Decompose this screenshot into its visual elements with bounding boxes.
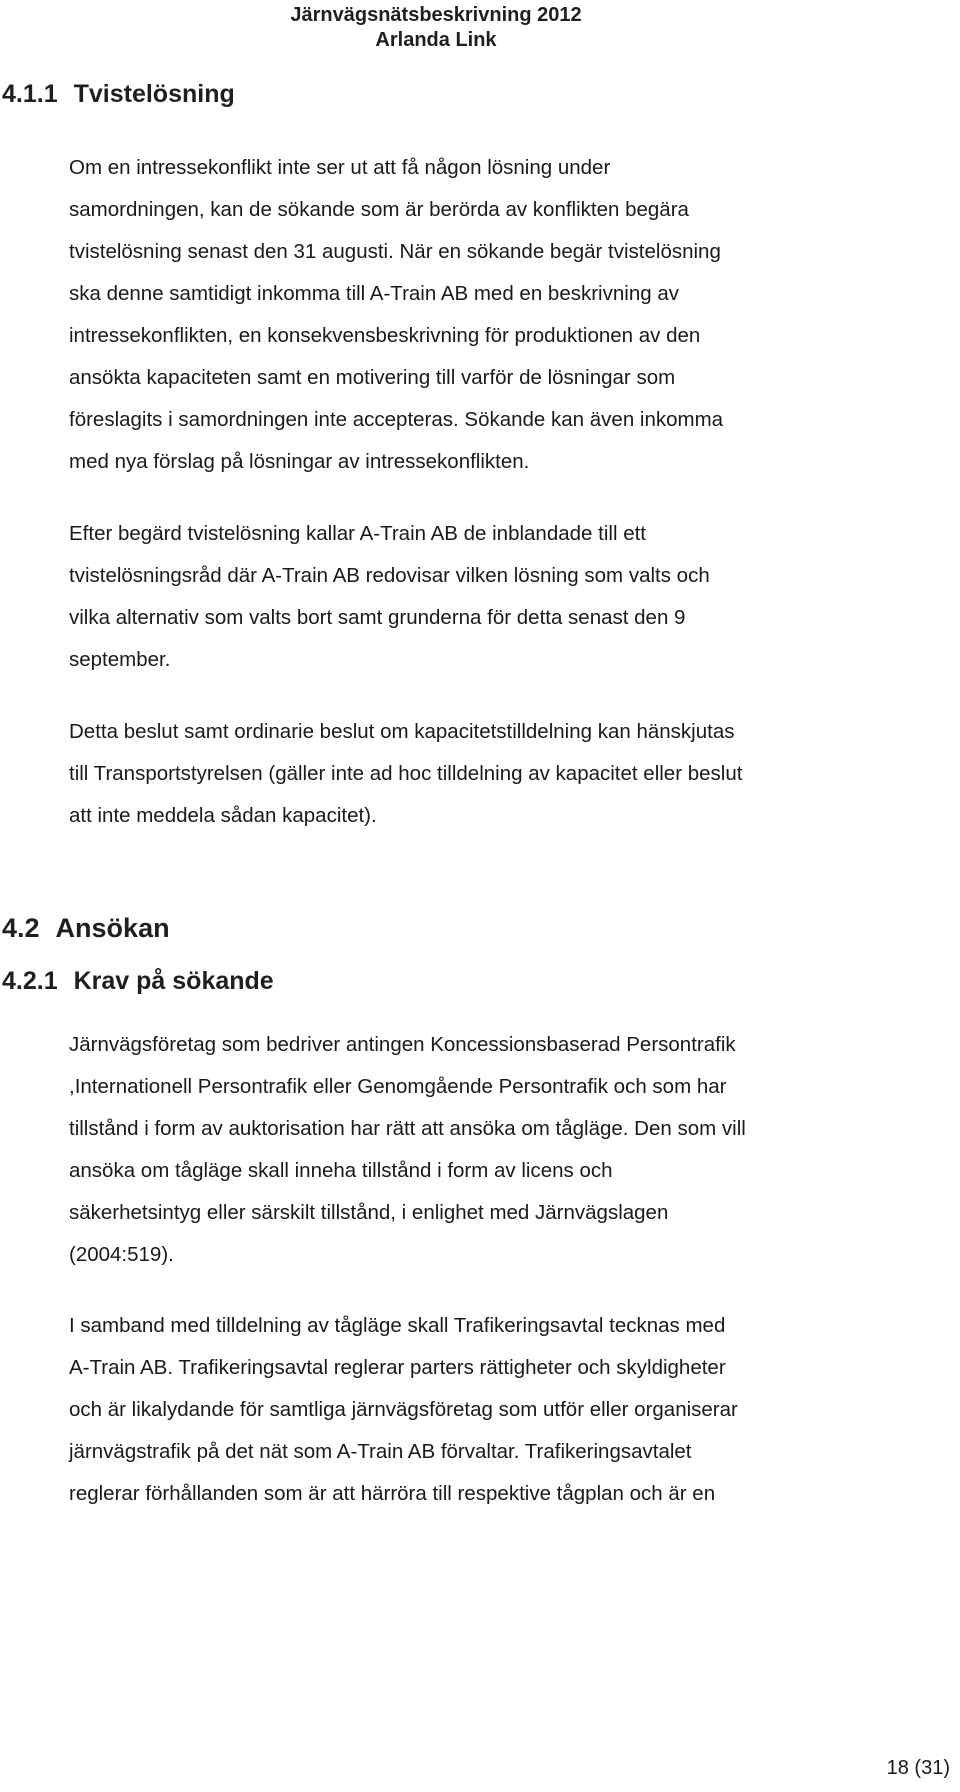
running-header (236, 3, 636, 53)
section-title: Tvistelösning (73, 80, 235, 108)
text-line: tvistelösning senast den 31 augusti. När en sökande begär tvistelösning (69, 240, 721, 263)
paragraph-traffic-agreement (69, 1305, 949, 1515)
paragraph-appeal (69, 711, 949, 837)
text-line: I samband med tilldelning av tågläge skall Trafikeringsavtal tecknas med (69, 1314, 726, 1337)
text-line: järnvägstrafik på det nät som A-Train AB förvaltar. Trafikeringsavtalet (69, 1440, 692, 1463)
text-line: till Transportstyrelsen (gäller inte ad hoc tilldelning av kapacitet eller beslut (69, 762, 743, 785)
section-heading-4-2 (2, 912, 170, 944)
text-line: säkerhetsintyg eller särskilt tillstånd, i enlighet med Järnvägslagen (69, 1201, 669, 1224)
text-line: Efter begärd tvistelösning kallar A-Train AB de inblandade till ett (69, 522, 646, 545)
section-number: 4.2.1 (2, 967, 58, 995)
text-line: med nya förslag på lösningar av intressekonflikten. (69, 450, 530, 473)
text-line: och är likalydande för samtliga järnvägsföretag som utför eller organiserar (69, 1398, 738, 1421)
section-title: Krav på sökande (73, 967, 274, 995)
text-line: ansökta kapaciteten samt en motivering till varför de lösningar som (69, 366, 676, 389)
text-line: vilka alternativ som valts bort samt grunderna för detta senast den 9 (69, 606, 686, 629)
text-line: ,Internationell Persontrafik eller Genomgående Persontrafik och som har (69, 1075, 727, 1098)
text-line: A-Train AB. Trafikeringsavtal reglerar parters rättigheter och skyldigheter (69, 1356, 726, 1379)
text-line: Detta beslut samt ordinarie beslut om kapacitetstilldelning kan hänskjutas (69, 720, 735, 743)
text-line: ska denne samtidigt inkomma till A-Train AB med en beskrivning av (69, 282, 679, 305)
document-subtitle: Arlanda Link (375, 29, 497, 51)
section-number: 4.1.1 (2, 80, 58, 108)
page-number: 18 (31) (886, 1757, 950, 1779)
paragraph-dispute-council (69, 513, 949, 681)
text-line: samordningen, kan de sökande som är berörda av konflikten begära (69, 198, 689, 221)
text-line: att inte meddela sådan kapacitet). (69, 804, 377, 827)
section-title: Ansökan (55, 913, 170, 943)
text-line: tillstånd i form av auktorisation har rätt att ansöka om tågläge. Den som vill (69, 1117, 746, 1140)
document-title: Järnvägsnätsbeskrivning 2012 (290, 4, 582, 26)
text-line: intressekonflikten, en konsekvensbeskrivning för produktionen av den (69, 324, 701, 347)
paragraph-applicant-requirements (69, 1024, 949, 1276)
text-line: föreslagits i samordningen inte accepteras. Sökande kan även inkomma (69, 408, 724, 431)
section-number: 4.2 (2, 913, 40, 943)
text-line: tvistelösningsråd där A-Train AB redovisar vilken lösning som valts och (69, 564, 710, 587)
text-line: september. (69, 648, 171, 671)
text-line: (2004:519). (69, 1243, 174, 1266)
text-line: Järnvägsföretag som bedriver antingen Koncessionsbaserad Persontrafik (69, 1033, 736, 1056)
text-line: Om en intressekonflikt inte ser ut att få någon lösning under (69, 156, 611, 179)
section-heading-4-2-1 (2, 966, 274, 996)
section-heading-4-1-1 (2, 79, 235, 109)
text-line: ansöka om tågläge skall inneha tillstånd i form av licens och (69, 1159, 613, 1182)
paragraph-dispute-resolution (69, 147, 949, 483)
text-line: reglerar förhållanden som är att härröra till respektive tågplan och är en (69, 1482, 716, 1505)
